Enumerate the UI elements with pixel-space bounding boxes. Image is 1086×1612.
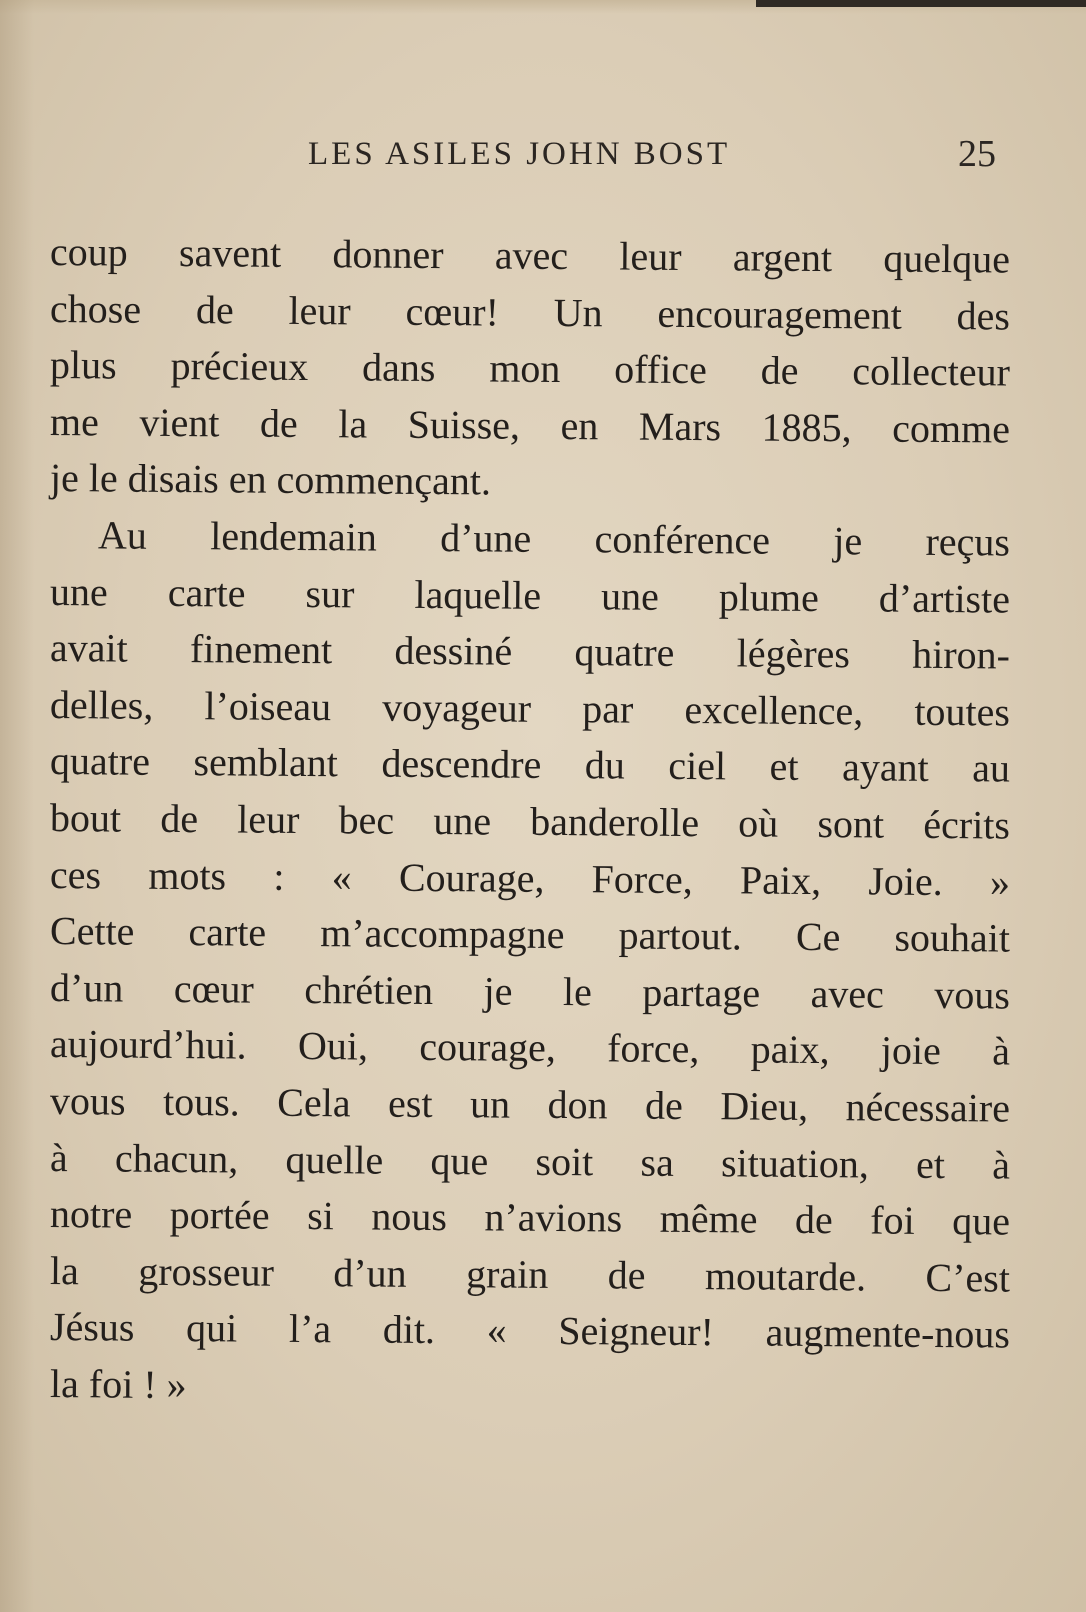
text-line: la foi ! » [49, 1360, 187, 1407]
text-line: Jésus qui l’a dit. « Seigneur! augmente-nous [49, 1304, 1011, 1357]
page-number: 25 [958, 133, 996, 175]
text-line: plus précieux dans mon office de collecteur [49, 342, 1011, 395]
text-line: chose de leur cœur! Un encouragement des [49, 285, 1011, 339]
text-line: à chacun, quelle que soit sa situation, et à [49, 1134, 1011, 1188]
page-corner-shadow [756, 0, 1086, 7]
text-line: coup savent donner avec leur argent quelque [49, 229, 1011, 282]
text-line: vous tous. Cela est un don de Dieu, nécessaire [49, 1077, 1011, 1131]
text-line: avait finement dessiné quatre légères hiron- [49, 625, 1011, 678]
text-line: Cette carte m’accompagne partout. Ce souhait [49, 908, 1011, 961]
text-line: ces mots : « Courage, Force, Paix, Joie. » [49, 851, 1011, 905]
text-line: d’un cœur chrétien je le partage avec vous [49, 964, 1011, 1018]
text-line: une carte sur laquelle une plume d’artiste [49, 568, 1011, 622]
text-line: notre portée si nous n’avions même de foi que [49, 1191, 1011, 1244]
text-line: quatre semblant descendre du ciel et ayant au [49, 738, 1011, 791]
text-line: bout de leur bec une banderolle où sont écrits [49, 794, 1011, 848]
running-title: LES ASILES JOHN BOST [308, 136, 731, 172]
text-line: Au lendemain d’une conférence je reçus [97, 512, 1011, 565]
page-header [0, 128, 1086, 175]
text-line: delles, l’oiseau voyageur par excellence, toutes [49, 681, 1011, 735]
text-line: me vient de la Suisse, en Mars 1885, comme [49, 398, 1011, 452]
text-line: la grosseur d’un grain de moutarde. C’est [49, 1247, 1011, 1301]
body-text [50, 224, 1010, 1412]
text-line: aujourd’hui. Oui, courage, force, paix, joie à [49, 1021, 1011, 1074]
text-line: je le disais en commençant. [49, 455, 492, 504]
page-gutter-shadow [0, 0, 34, 1612]
